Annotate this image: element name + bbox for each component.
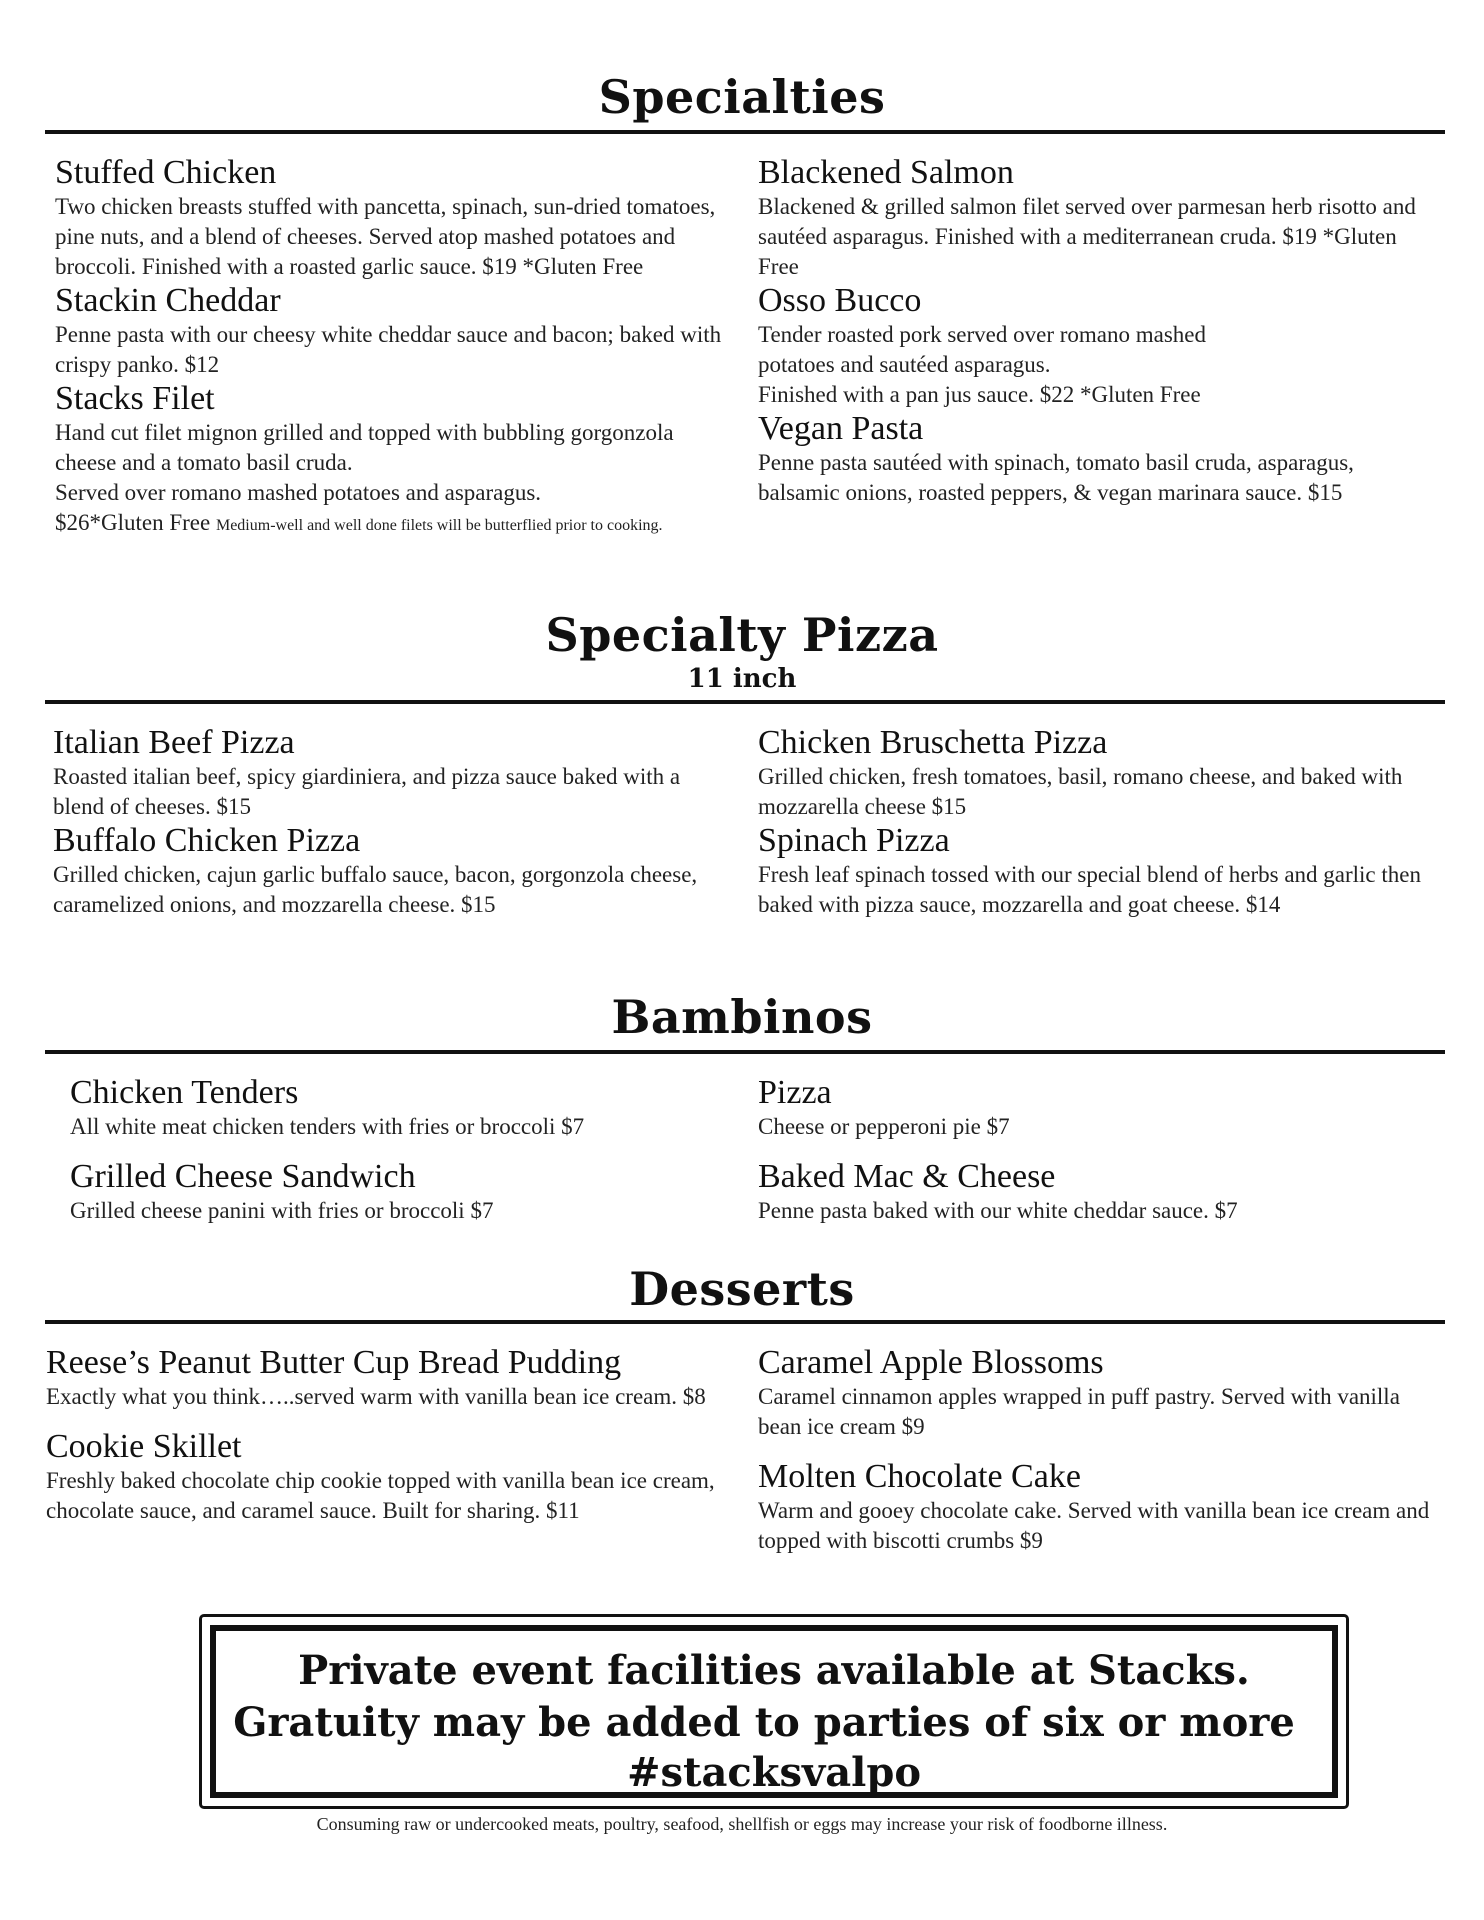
item-description: Caramel cinnamon apples wrapped in puff pastry. Served with vanilla bean ice cream $9 (758, 1384, 1400, 1439)
item-description: Served over romano mashed potatoes and asparagus. (55, 480, 542, 505)
notice-hashtag: #stacksvalpo (626, 1749, 922, 1796)
menu-item (55, 154, 725, 282)
item-price: $26*Gluten Free (55, 510, 211, 535)
bambinos-right-column (758, 1074, 1438, 1226)
item-price-line (55, 508, 725, 538)
menu-item (55, 380, 725, 538)
menu-item (53, 724, 733, 822)
item-description: Grilled cheese panini with fries or broccoli $7 (70, 1198, 494, 1223)
item-name: Chicken Tenders (70, 1074, 299, 1111)
item-name: Stackin Cheddar (55, 282, 281, 319)
item-name: Reese’s Peanut Butter Cup Bread Pudding (46, 1344, 622, 1381)
menu-item (758, 1074, 1438, 1142)
item-name: Spinach Pizza (758, 822, 950, 859)
section-divider (45, 700, 1445, 704)
item-note: Medium-well and well done filets will be butterflied prior to cooking. (215, 517, 663, 534)
menu-item (758, 1158, 1438, 1226)
item-name: Baked Mac & Cheese (758, 1158, 1056, 1195)
menu-item (46, 1344, 736, 1412)
item-description: Penne pasta sautéed with spinach, tomato basil cruda, asparagus, balsamic onions, roasted peppers, & vegan marinara sauce. $15 (758, 450, 1354, 505)
menu-item (53, 822, 733, 920)
item-name: Osso Bucco (758, 282, 922, 319)
item-description: Hand cut filet mignon grilled and topped with bubbling gorgonzola cheese and a tomato basil cruda. (55, 420, 674, 475)
pizza-left-column (53, 724, 733, 920)
pizza-title: Specialty Pizza (545, 608, 939, 662)
specialties-title: Specialties (598, 70, 886, 124)
menu-item (758, 154, 1438, 282)
specialties-left-column (55, 154, 725, 538)
section-divider (45, 130, 1445, 134)
item-description: Cheese or pepperoni pie $7 (758, 1114, 1010, 1139)
menu-item (70, 1074, 740, 1142)
notice-box (199, 1614, 1349, 1809)
item-description: Tender roasted pork served over romano mashed (758, 322, 1207, 347)
item-name: Stacks Filet (55, 380, 215, 417)
item-name: Cookie Skillet (46, 1428, 242, 1465)
section-divider (45, 1320, 1445, 1324)
menu-item (46, 1428, 736, 1526)
pizza-subtitle: 11 inch (687, 664, 797, 694)
bambinos-title: Bambinos (611, 990, 873, 1044)
item-description: Fresh leaf spinach tossed with our special blend of herbs and garlic then baked with pizza sauce, mozzarella and goat cheese. $14 (758, 862, 1421, 917)
item-name: Blackened Salmon (758, 154, 1014, 191)
item-description: potatoes and sautéed asparagus. (758, 352, 1051, 377)
item-name: Chicken Bruschetta Pizza (758, 724, 1108, 761)
notice-line-private-events: Private event facilities available at Stacks. (298, 1647, 1250, 1694)
item-name: Buffalo Chicken Pizza (53, 822, 361, 859)
item-name: Vegan Pasta (758, 410, 924, 447)
menu-item (758, 282, 1438, 410)
item-name: Molten Chocolate Cake (758, 1458, 1081, 1495)
item-description: Warm and gooey chocolate cake. Served with vanilla bean ice cream and topped with biscotti crumbs $9 (758, 1498, 1430, 1553)
menu-item (758, 1458, 1448, 1556)
desserts-title: Desserts (629, 1262, 855, 1316)
item-description: All white meat chicken tenders with fries or broccoli $7 (70, 1114, 585, 1139)
item-description: Two chicken breasts stuffed with pancetta, spinach, sun-dried tomatoes, pine nuts, and a blend of cheeses. Served atop mashed potatoes and broccoli. Finished with a roasted garlic sauce. $19 *Gluten Free (55, 194, 716, 279)
item-description: Roasted italian beef, spicy giardiniera, and pizza sauce baked with a blend of cheeses. $15 (53, 764, 681, 819)
section-divider (45, 1050, 1445, 1054)
notice-line-gratuity: Gratuity may be added to parties of six or more (233, 1699, 1295, 1746)
desserts-left-column (46, 1344, 736, 1526)
menu-item (70, 1158, 740, 1226)
item-name: Caramel Apple Blossoms (758, 1344, 1104, 1381)
item-description: Grilled chicken, fresh tomatoes, basil, romano cheese, and baked with mozzarella cheese $15 (758, 764, 1403, 819)
foodborne-illness-disclaimer: Consuming raw or undercooked meats, poultry, seafood, shellfish or eggs may increase your risk of foodborne illness. (316, 1814, 1168, 1834)
item-description: Grilled chicken, cajun garlic buffalo sauce, bacon, gorgonzola cheese, caramelized onions, and mozzarella cheese. $15 (53, 862, 698, 917)
item-description: Exactly what you think…..served warm with vanilla bean ice cream. $8 (46, 1384, 706, 1409)
item-description: Finished with a pan jus sauce. $22 *Gluten Free (758, 382, 1201, 407)
item-name: Grilled Cheese Sandwich (70, 1158, 416, 1195)
notice-box-inner (210, 1625, 1338, 1798)
item-name: Pizza (758, 1074, 832, 1111)
menu-item (758, 822, 1438, 920)
menu-item (758, 724, 1438, 822)
specialties-right-column (758, 154, 1438, 508)
menu-item (758, 410, 1438, 508)
item-name: Italian Beef Pizza (53, 724, 295, 761)
item-description: Freshly baked chocolate chip cookie topped with vanilla bean ice cream, chocolate sauce, and caramel sauce. Built for sharing. $11 (46, 1468, 715, 1523)
pizza-right-column (758, 724, 1438, 920)
item-description: Blackened & grilled salmon filet served over parmesan herb risotto and sautéed asparagus. Finished with a mediterranean cruda. $19 *Gluten Free (758, 194, 1416, 279)
item-description: Penne pasta with our cheesy white cheddar sauce and bacon; baked with crispy panko. $12 (55, 322, 722, 377)
menu-item (55, 282, 725, 380)
item-description: Penne pasta baked with our white cheddar sauce. $7 (758, 1198, 1238, 1223)
menu-item (758, 1344, 1448, 1442)
item-name: Stuffed Chicken (55, 154, 277, 191)
bambinos-left-column (70, 1074, 740, 1226)
desserts-right-column (758, 1344, 1448, 1556)
